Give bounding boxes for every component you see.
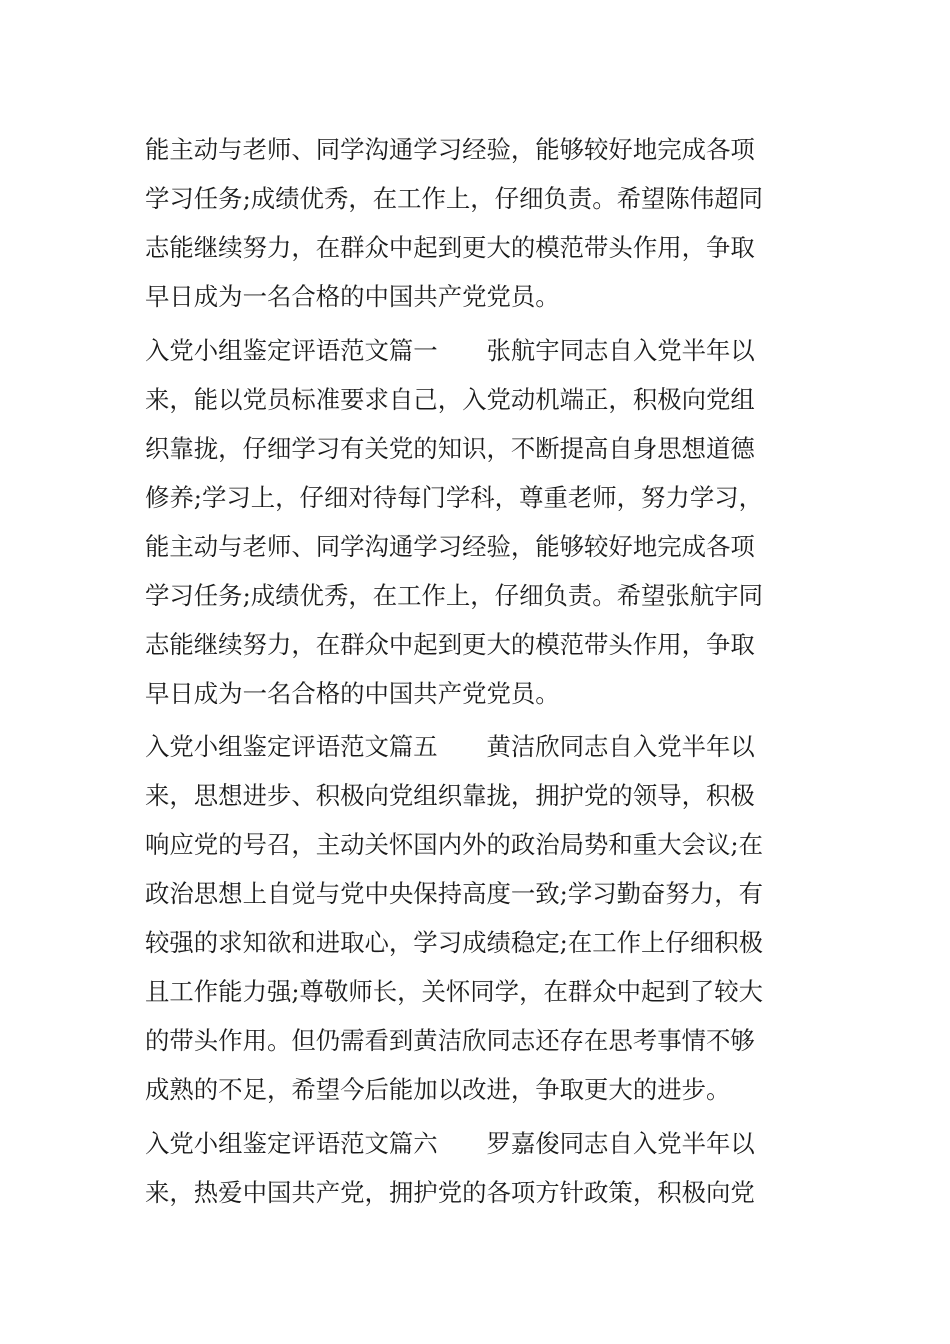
text-line: 能主动与老师、同学沟通学习经验，能够较好地完成各项 bbox=[145, 135, 755, 164]
section-heading-line: 入党小组鉴定评语范文篇一 张航宇同志自入党半年以 bbox=[145, 336, 755, 365]
text-line: 能主动与老师、同学沟通学习经验，能够较好地完成各项 bbox=[145, 532, 755, 561]
text-line: 的带头作用。但仍需看到黄洁欣同志还存在思考事情不够 bbox=[145, 1026, 755, 1055]
text-line: 较强的求知欲和进取心，学习成绩稳定;在工作上仔细积极 bbox=[145, 928, 763, 957]
text-line: 响应党的号召，主动关怀国内外的政治局势和重大会议;在 bbox=[145, 830, 763, 859]
text-line: 志能继续努力，在群众中起到更大的模范带头作用，争取 bbox=[145, 630, 755, 659]
text-line: 织靠拢，仔细学习有关党的知识，不断提高自身思想道德 bbox=[145, 434, 755, 463]
text-line: 来，思想进步、积极向党组织靠拢，拥护党的领导，积极 bbox=[145, 781, 755, 810]
text-line: 来，能以党员标准要求自己，入党动机端正，积极向党组 bbox=[145, 385, 755, 414]
section-heading-line: 入党小组鉴定评语范文篇五 黄洁欣同志自入党半年以 bbox=[145, 732, 755, 761]
text-line: 政治思想上自觉与党中央保持高度一致;学习勤奋努力，有 bbox=[145, 879, 763, 908]
text-line: 修养;学习上，仔细对待每门学科，尊重老师，努力学习， bbox=[145, 483, 763, 512]
text-line: 早日成为一名合格的中国共产党党员。 bbox=[145, 679, 560, 708]
section-heading-line: 入党小组鉴定评语范文篇六 罗嘉俊同志自入党半年以 bbox=[145, 1129, 755, 1158]
text-line: 成熟的不足，希望今后能加以改进，争取更大的进步。 bbox=[145, 1075, 731, 1104]
text-line: 来，热爱中国共产党，拥护党的各项方针政策，积极向党 bbox=[145, 1178, 755, 1207]
text-line: 且工作能力强;尊敬师长，关怀同学，在群众中起到了较大 bbox=[145, 977, 763, 1006]
text-line: 早日成为一名合格的中国共产党党员。 bbox=[145, 282, 560, 311]
text-line: 学习任务;成绩优秀，在工作上，仔细负责。希望张航宇同 bbox=[145, 581, 763, 610]
text-line: 学习任务;成绩优秀，在工作上，仔细负责。希望陈伟超同 bbox=[145, 184, 763, 213]
text-line: 志能继续努力，在群众中起到更大的模范带头作用，争取 bbox=[145, 233, 755, 262]
